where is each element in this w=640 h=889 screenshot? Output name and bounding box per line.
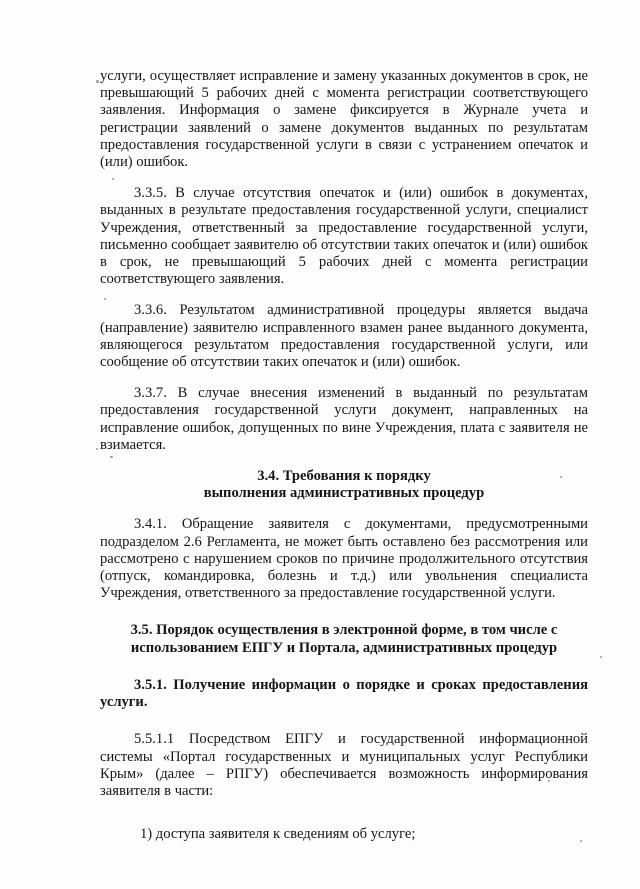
paragraph-3-4-1: 3.4.1. Обращение заявителя с документами, предусмотренными подразделом 2.6 Регламента, не может быть оставлено без рассмотрения или рассмотрено с нарушением сроков по причине продолжительного отсутствия (отпуск, командировка, болезнь и т.д.) или увольнения специалиста Учреждения, ответственного за предоставление государственной услуги. xyxy=(100,516,588,602)
section-heading-3-5-line1: 3.5. Порядок осуществления в электронной форме, в том числе с xyxy=(130,622,558,639)
paragraph-3-3-6: 3.3.6. Результатом административной процедуры является выдача (направление) заявителю исправленного взамен ранее выданного документа, являющегося результатом предоставления государственной услуги, или сообщение об отсутствии таких опечаток и (или) ошибок. xyxy=(100,302,588,371)
subsection-heading-3-5-1: 3.5.1. Получение информации о порядке и сроках предоставления услуги. xyxy=(100,676,588,711)
section-heading-3-4-line1: 3.4. Требования к порядку xyxy=(257,468,431,485)
section-heading-3-4-line2: выполнения административных процедур xyxy=(203,485,485,502)
scan-speck xyxy=(96,80,99,83)
list-item-1: 1) доступа заявителя к сведениям об услуге; xyxy=(140,826,416,843)
paragraph-5-5-1-1: 5.5.1.1 Посредством ЕПГУ и государственной информационной системы «Портал государственных и муниципальных услуг Республики Крым» (далее – РПГУ) обеспечивается возможность информирования заявителя в части: xyxy=(100,731,588,799)
paragraph-3-3-5: 3.3.5. В случае отсутствия опечаток и (или) ошибок в документах, выданных в результате предоставления государственной услуги, специалист Учреждения, ответственный за предоставление государственной услуги, письменно сообщает заявителю об отсутствии таких опечаток и (или) ошибок в срок, не превышающий 5 рабочих дней с момента регистрации соответствующего заявления. xyxy=(100,185,588,288)
scan-speck xyxy=(96,448,98,450)
document-body xyxy=(100,68,588,843)
paragraph-3-3-7: 3.3.7. В случае внесения изменений в выданный по результатам предоставления государственной услуги документ, направленных на исправление ошибок, допущенных по вине Учреждения, плата с заявителя не взимается. xyxy=(100,385,588,453)
section-heading-3-5-line2: использованием ЕПГУ и Портала, административных процедур xyxy=(130,639,558,656)
paragraph-intro: услуги, осуществляет исправление и замену указанных документов в срок, не превышающий 5 рабочих дней с момента регистрации соответствующего заявления. Информация о замене фиксируется в Журнале учета и регистрации заявлений о замене документов выданных по результатам предоставления государственной услуги в связи с устранением опечаток и (или) ошибок. xyxy=(100,68,588,171)
scan-speck xyxy=(600,656,602,658)
